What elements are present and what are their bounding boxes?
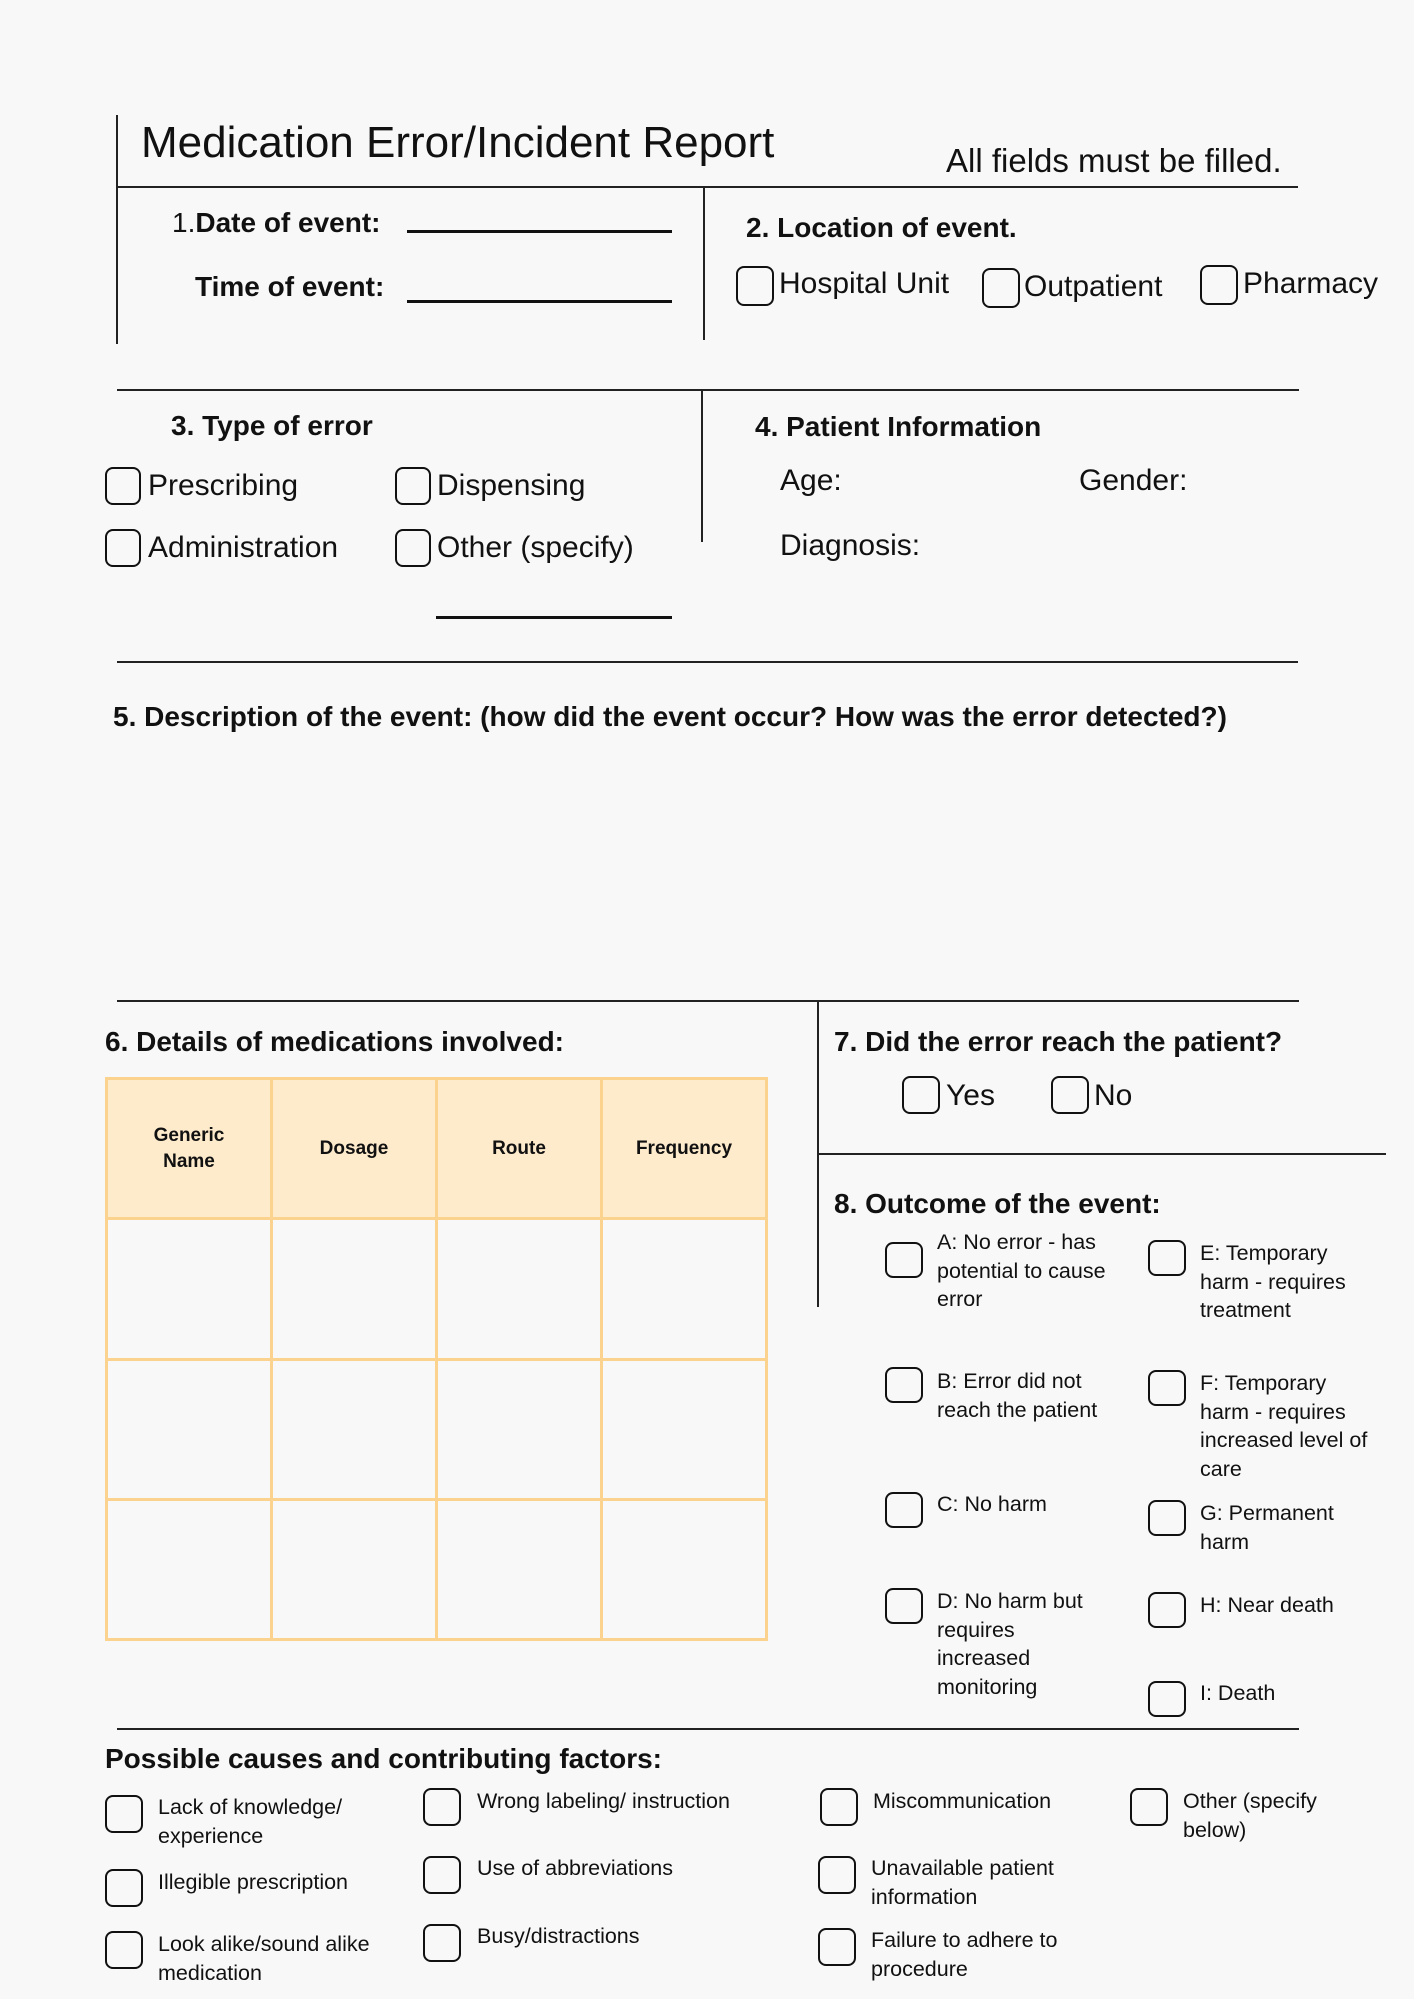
- divider: [117, 1000, 1299, 1002]
- outcome-d-label: D: No harm but requires increased monitoring: [937, 1589, 1083, 1699]
- outcome-g-label: G: Permanent harm: [1200, 1501, 1334, 1554]
- cause-label: Miscommunication: [873, 1789, 1052, 1813]
- column-header: Route: [437, 1079, 602, 1219]
- table-cell[interactable]: [107, 1499, 272, 1639]
- gender-label: Gender:: [1079, 464, 1188, 497]
- causes-title: Possible causes and contributing factors:: [105, 1743, 663, 1774]
- cause-checkbox[interactable]: [1130, 1788, 1168, 1826]
- cause-checkbox[interactable]: [820, 1788, 858, 1826]
- outcome-h-checkbox[interactable]: [1148, 1592, 1186, 1628]
- outcome-i-label: I: Death: [1200, 1681, 1276, 1705]
- pharmacy-label: Pharmacy: [1243, 267, 1379, 300]
- pharmacy-checkbox[interactable]: [1200, 265, 1238, 305]
- table-cell[interactable]: [272, 1499, 437, 1639]
- outcome-b-checkbox[interactable]: [885, 1367, 923, 1403]
- table-cell[interactable]: [437, 1359, 602, 1499]
- page-title: Medication Error/Incident Report: [141, 118, 775, 167]
- divider: [117, 661, 1298, 663]
- outcome-title: 8. Outcome of the event:: [834, 1188, 1161, 1219]
- outcome-c-checkbox[interactable]: [885, 1492, 923, 1528]
- column-header: [107, 1079, 272, 1219]
- cause-checkbox[interactable]: [423, 1788, 461, 1826]
- date-label-text: Date of event:: [195, 207, 381, 238]
- cause-label: Wrong labeling/ instruction: [477, 1789, 730, 1813]
- cause-checkbox[interactable]: [423, 1924, 461, 1962]
- outcome-e-checkbox[interactable]: [1148, 1240, 1186, 1276]
- cause-checkbox[interactable]: [423, 1856, 461, 1894]
- other-type-label: Other (specify): [437, 531, 634, 564]
- hospital-unit-label: Hospital Unit: [779, 267, 950, 300]
- cause-checkbox[interactable]: [105, 1795, 143, 1833]
- hospital-unit-checkbox[interactable]: [736, 266, 774, 306]
- cause-label: Illegible prescription: [158, 1870, 349, 1894]
- administration-checkbox[interactable]: [105, 529, 141, 567]
- outcome-g-checkbox[interactable]: [1148, 1500, 1186, 1536]
- section-number: 1.: [172, 207, 196, 238]
- other-specify-input[interactable]: [436, 616, 672, 619]
- column-header-label: Generic Name: [153, 1124, 225, 1172]
- cause-label: Busy/distractions: [477, 1924, 640, 1948]
- outcome-c-label: C: No harm: [937, 1492, 1047, 1516]
- table-row: [107, 1359, 767, 1499]
- other-type-checkbox[interactable]: [395, 529, 431, 567]
- cause-label: Use of abbreviations: [477, 1856, 673, 1880]
- table-cell[interactable]: [272, 1219, 437, 1359]
- description-area[interactable]: [113, 745, 1298, 990]
- medications-table: [105, 1077, 768, 1641]
- outpatient-label: Outpatient: [1024, 270, 1163, 303]
- outcome-a-checkbox[interactable]: [885, 1242, 923, 1278]
- dispensing-label: Dispensing: [437, 469, 586, 502]
- no-label: No: [1094, 1079, 1133, 1112]
- cause-label: Other (specify below): [1183, 1789, 1317, 1842]
- divider: [701, 389, 703, 542]
- cause-label: Lack of knowledge/ experience: [158, 1795, 343, 1848]
- outcome-i-checkbox[interactable]: [1148, 1681, 1186, 1717]
- table-row: [107, 1499, 767, 1639]
- outcome-b-label: B: Error did not reach the patient: [937, 1369, 1098, 1422]
- table-cell[interactable]: [602, 1219, 767, 1359]
- cause-checkbox[interactable]: [818, 1856, 856, 1894]
- table-cell[interactable]: [272, 1359, 437, 1499]
- time-input[interactable]: [407, 300, 672, 303]
- outcome-a-label: A: No error - has potential to cause error: [937, 1230, 1106, 1311]
- cause-label: Look alike/sound alike medication: [158, 1932, 370, 1985]
- outcome-d-checkbox[interactable]: [885, 1588, 923, 1624]
- outcome-h-label: H: Near death: [1200, 1593, 1334, 1617]
- outcome-f-label: F: Temporary harm - requires increased level of care: [1200, 1371, 1368, 1481]
- no-checkbox[interactable]: [1051, 1076, 1089, 1114]
- cause-checkbox[interactable]: [105, 1931, 143, 1969]
- divider: [818, 1153, 1386, 1155]
- prescribing-checkbox[interactable]: [105, 467, 141, 505]
- reach-patient-title: 7. Did the error reach the patient?: [834, 1026, 1283, 1057]
- outcome-f-checkbox[interactable]: [1148, 1370, 1186, 1406]
- column-header: Dosage: [272, 1079, 437, 1219]
- date-input[interactable]: [407, 230, 672, 233]
- location-title: 2. Location of event.: [746, 212, 1017, 243]
- administration-label: Administration: [148, 531, 339, 564]
- error-type-title: 3. Type of error: [171, 410, 373, 441]
- divider: [117, 389, 1299, 391]
- dispensing-checkbox[interactable]: [395, 467, 431, 505]
- outpatient-checkbox[interactable]: [982, 268, 1020, 308]
- patient-info-title: 4. Patient Information: [755, 411, 1042, 442]
- column-header: Frequency: [602, 1079, 767, 1219]
- yes-label: Yes: [946, 1079, 995, 1112]
- divider: [117, 1728, 1299, 1730]
- cause-checkbox[interactable]: [105, 1869, 143, 1907]
- time-label: Time of event:: [195, 271, 385, 302]
- table-cell[interactable]: [437, 1219, 602, 1359]
- diagnosis-label: Diagnosis:: [780, 529, 921, 562]
- cause-checkbox[interactable]: [818, 1928, 856, 1966]
- table-cell[interactable]: [107, 1219, 272, 1359]
- divider: [116, 115, 118, 344]
- table-cell[interactable]: [437, 1499, 602, 1639]
- table-cell[interactable]: [602, 1499, 767, 1639]
- table-header-row: [107, 1079, 767, 1219]
- date-label: [172, 206, 381, 240]
- table-cell[interactable]: [602, 1359, 767, 1499]
- cause-label: Unavailable patient information: [871, 1856, 1054, 1909]
- required-note: All fields must be filled.: [946, 142, 1282, 179]
- age-label: Age:: [780, 464, 842, 497]
- medications-title: 6. Details of medications involved:: [105, 1026, 565, 1057]
- prescribing-label: Prescribing: [148, 469, 299, 502]
- table-cell[interactable]: [107, 1359, 272, 1499]
- cause-label: Failure to adhere to procedure: [871, 1928, 1058, 1981]
- table-row: [107, 1219, 767, 1359]
- divider: [703, 187, 705, 340]
- description-title: 5. Description of the event: (how did the event occur? How was the error detected?): [113, 701, 1227, 732]
- outcome-e-label: E: Temporary harm - requires treatment: [1200, 1241, 1346, 1322]
- yes-checkbox[interactable]: [902, 1076, 940, 1114]
- divider: [117, 186, 1298, 188]
